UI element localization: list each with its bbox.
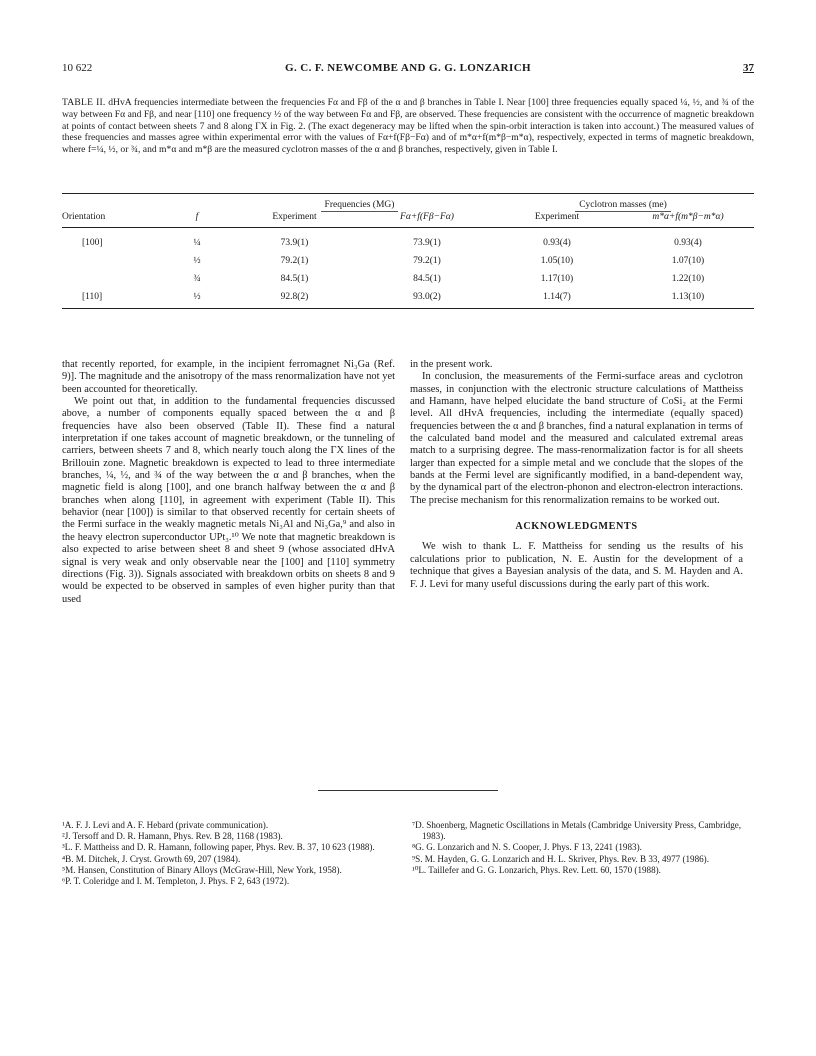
frequencies-group-header: Frequencies (MG): [227, 194, 492, 211]
cell-freq-calc: 73.9(1): [413, 238, 441, 248]
col-header-mass-calculated: m*α+f(m*β−m*α): [622, 210, 754, 228]
cell-freq-exp: 73.9(1): [280, 238, 309, 248]
table-row: [62, 288, 754, 309]
references-column-left: [62, 820, 398, 887]
acknowledgments-paragraph: We wish to thank L. F. Mattheiss for sending us the results of his calculations prior to publication, N. E. Austin for the development of a technique that gives a Bayesian analysis of the data, and S. M. Hayden and A. F. J. Levi for many useful discussions during the early part of this work.: [410, 541, 743, 590]
page-code: 10 622: [62, 62, 93, 74]
reference-item: ⁷D. Shoenberg, Magnetic Oscillations in Metals (Cambridge University Press, Cambridge, 1983).: [412, 820, 742, 842]
reference-item: ⁶P. T. Coleridge and I. M. Templeton, J. Phys. F 2, 643 (1972).: [62, 876, 290, 887]
body-column-right: [410, 359, 743, 591]
body-paragraph: In conclusion, the measurements of the Fermi-surface areas and cyclotron masses, in conjunction with the electronic structure calculations of Mattheiss and Hamann, have helped elucidate the band structure of CoSi₂ at the Fermi level. All dHvA frequencies, including the intermediate (equally spaced) frequencies between the α and β branches, find a natural explanation in terms of the calculated band model and the measured and calculated extremal areas match to a surprising degree. The mass-renormalization factor is for all sheets larger than expected for a simple metal and we conclude that the slopes of the bands at the Fermi level are significantly modified, in a band-dependent way, by the dynamical part of the electron-phonon and electron-electron interactions. The precise mechanism for this renormalization remains to be worked out.: [410, 371, 743, 506]
cell-freq-exp: 79.2(1): [280, 256, 309, 266]
reference-item: ¹A. F. J. Levi and A. F. Hebard (private communication).: [62, 820, 269, 830]
cell-f: ½: [167, 288, 227, 309]
data-table: [62, 193, 754, 309]
cell-mass-calc: 1.22(10): [671, 274, 705, 284]
body-paragraph: that recently reported, for example, in the incipient ferromagnet Ni₃Ga (Ref. 9)]. The magnitude and the anisotropy of the mass renormalization have not yet been accounted for theoretically.: [62, 359, 395, 395]
cell-mass-exp: 1.05(10): [540, 256, 574, 266]
cell-f: ¼: [193, 238, 201, 248]
table-caption-text: dHvA frequencies intermediate between the frequencies Fα and Fβ of the α and β branches in Table I. Near [100] three frequencies equally spaced ¼, ½, and ¾ of the way between Fα and Fβ, and near [110] one frequency ½ of the way between Fα and Fβ, are observed. These frequencies are consistent with the occurrence of magnetic breakdown at points of contact between sheets 7 and 8 along ΓX in Fig. 2. (The exact degeneracy may be lifted when the spin-orbit interaction is taken into account.) The measured values of these frequencies and masses agree within experimental error with the values of Fα+f(Fβ−Fα) and of m*α+f(m*β−m*α), respectively, expected in terms of magnetic breakdown, where f=¼, ½, or ¾, and m*α and m*β are the measured cyclotron masses of the α and β branches, respectively, given in Table I.: [62, 97, 754, 156]
cell-orientation: [62, 252, 167, 270]
acknowledgments-heading: ACKNOWLEDGMENTS: [515, 521, 638, 533]
running-header: [62, 62, 754, 78]
cell-freq-exp: 92.8(2): [227, 288, 362, 309]
cell-mass-calc: 1.13(10): [622, 288, 754, 309]
cell-mass-exp: 1.17(10): [540, 274, 574, 284]
cell-orientation: [110]: [62, 288, 167, 309]
cell-freq-exp: 84.5(1): [280, 274, 309, 284]
reference-item: ¹⁰L. Taillefer and G. G. Lonzarich, Phys. Rev. Lett. 60, 1570 (1988).: [412, 864, 661, 875]
table-group-header-row: [62, 194, 754, 211]
reference-item: ⁴B. M. Ditchek, J. Cryst. Growth 69, 207 (1984).: [62, 853, 241, 864]
col-header-orientation: Orientation: [62, 210, 167, 228]
reference-item: ³L. F. Mattheiss and D. R. Hamann, following paper, Phys. Rev. B. 37, 10 623 (1988).: [62, 842, 375, 853]
cell-orientation: [100]: [82, 238, 103, 248]
table-caption-label: TABLE II.: [62, 97, 106, 108]
cell-freq-calc: 79.2(1): [413, 256, 441, 266]
cell-mass-calc: 0.93(4): [674, 238, 702, 248]
cell-mass-exp: 1.14(7): [492, 288, 622, 309]
reference-item: ²J. Tersoff and D. R. Hamann, Phys. Rev. B 28, 1168 (1983).: [62, 831, 283, 842]
reference-item: ⁵M. Hansen, Constitution of Binary Alloys (McGraw-Hill, New York, 1958).: [62, 864, 342, 875]
col-header-f: f: [167, 210, 227, 228]
cell-f: ½: [193, 256, 201, 266]
cell-orientation: [62, 270, 167, 288]
cell-mass-exp: 0.93(4): [543, 238, 571, 248]
body-paragraph: We point out that, in addition to the fundamental frequencies discussed above, a number of components equally spaced between the α and β frequencies have also been observed (Table II). These find a natural interpretation if one takes account of magnetic breakdown, or the tunneling of carriers, between sheets 7 and 8, which nearly touch along the ΓX lines of the Brillouin zone. Magnetic breakdown is expected to lead to three intermediate branches, ¼, ½, and ¾ of the way between the α and β branches, when the magnetic field is along [100], and one branch halfway between the α and β branches when along [110], in agreement with experiment (Table II). This behavior (near [100]) is similar to that observed recently for certain sheets of the Fermi surface in the weakly magnetic metals Ni₃Al and Ni₃Ga,⁹ and also in the heavy electron superconductor UPt₃.¹⁰ We note that magnetic breakdown is also expected to arise between sheet 8 and sheet 9 (whose associated dHvA signal is very weak and only observable near the [100] and [110] symmetry directions (Fig. 3)). Signals associated with breakdown orbits on sheets 8 and 9 would be expected to be observed in samples of even higher purity than that used: [62, 396, 395, 605]
table-row: [62, 270, 754, 288]
reference-item: ⁹S. M. Hayden, G. G. Lonzarich and H. L. Skriver, Phys. Rev. B 33, 4977 (1986).: [412, 853, 709, 864]
references-column-right: [412, 820, 748, 876]
masses-group-header: Cyclotron masses (me): [492, 194, 754, 211]
col-header-mass-experiment: Experiment: [492, 210, 622, 228]
cell-freq-calc: 93.0(2): [362, 288, 492, 309]
table-row: [62, 252, 754, 270]
author-line: G. C. F. NEWCOMBE AND G. G. LONZARICH: [284, 62, 532, 74]
reference-item: ⁸G. G. Lonzarich and N. S. Cooper, J. Phys. F 13, 2241 (1983).: [412, 842, 642, 853]
table-column-header-row: [62, 210, 754, 228]
table-row: [62, 228, 754, 253]
page-number: 37: [743, 62, 754, 74]
cell-f: ¾: [193, 274, 201, 284]
body-column-left: [62, 359, 395, 606]
col-header-freq-experiment: Experiment: [227, 210, 362, 228]
col-header-freq-calculated: Fα+f(Fβ−Fα): [362, 210, 492, 228]
cell-freq-calc: 84.5(1): [413, 274, 441, 284]
references-divider: [318, 790, 498, 791]
body-paragraph: in the present work.: [410, 359, 493, 370]
table-caption: [62, 97, 754, 156]
cell-mass-calc: 1.07(10): [671, 256, 705, 266]
